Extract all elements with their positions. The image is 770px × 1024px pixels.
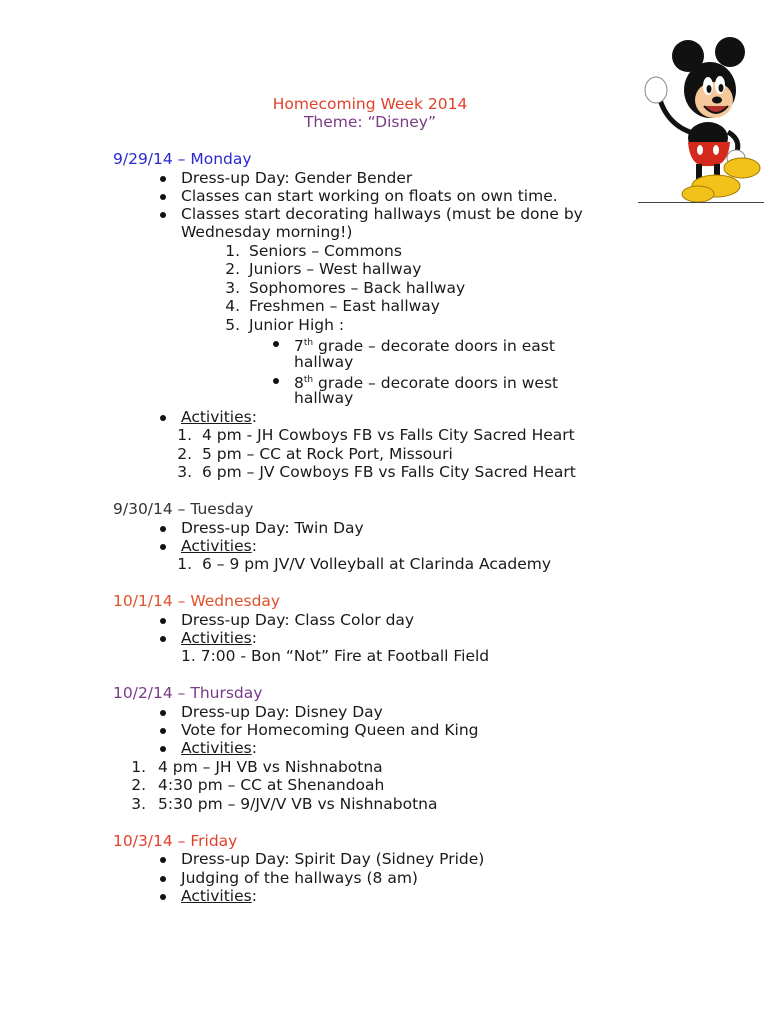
list-item-continuation: hallway (294, 389, 354, 407)
document-title: Homecoming Week 2014 (272, 95, 468, 113)
activity-text: 6 – 9 pm JV/V Volleyball at Clarinda Academy (202, 555, 552, 573)
list-item-text: Dress-up Day: Disney Day (181, 703, 383, 721)
hallway-text: Junior High : (249, 316, 345, 334)
list-item-text: Dress-up Day: Spirit Day (Sidney Pride) (181, 850, 485, 868)
activity-number: 3. (177, 463, 192, 481)
activities-label: Activities (181, 887, 252, 905)
hallway-text: Freshmen – East hallway (249, 297, 440, 315)
hallway-number: 3. (225, 279, 240, 297)
wednesday-heading: 10/1/14 – Wednesday (113, 592, 281, 610)
list-item-text: Judging of the hallways (8 am) (181, 869, 418, 887)
activity-text: 6 pm – JV Cowboys FB vs Falls City Sacred Heart (202, 463, 576, 481)
activity-number: 1. (131, 758, 146, 776)
hallway-text: Sophomores – Back hallway (249, 279, 466, 297)
activity-number: 3. (131, 795, 146, 813)
list-item-continuation: Wednesday morning!) (181, 223, 353, 241)
activity-text: 5 pm – CC at Rock Port, Missouri (202, 445, 453, 463)
hallway-text: Juniors – West hallway (249, 260, 422, 278)
activity-text: 4 pm – JH VB vs Nishnabotna (158, 758, 383, 776)
list-item-text: Dress-up Day: Class Color day (181, 611, 415, 629)
list-item-text: Classes start decorating hallways (must be done by (181, 205, 583, 223)
activities-label: Activities (181, 739, 252, 757)
activities-label: Activities (181, 537, 252, 555)
activity-text: 4 pm - JH Cowboys FB vs Falls City Sacred Heart (202, 426, 575, 444)
hallway-text: Seniors – Commons (249, 242, 402, 260)
list-item-text: Dress-up Day: Gender Bender (181, 169, 413, 187)
hallway-number: 2. (225, 260, 240, 278)
mickey-mouse-icon (638, 34, 766, 204)
activity-number: 2. (131, 776, 146, 794)
thursday-heading: 10/2/14 – Thursday (113, 684, 263, 702)
grade8-text: 8th grade – decorate doors in west (294, 374, 559, 393)
activity-text: 5:30 pm – 9/JV/V VB vs Nishnabotna (158, 795, 438, 813)
activities-label: Activities (181, 629, 252, 647)
activities-label: Activities (181, 408, 252, 426)
activity-number: 1. (177, 555, 192, 573)
theme-subtitle: Theme: “Disney” (303, 113, 437, 131)
list-item-text: Dress-up Day: Twin Day (181, 519, 364, 537)
list-item-text: Classes can start working on floats on own time. (181, 187, 558, 205)
activity-number: 1. (177, 426, 192, 444)
activity-text: 1. 7:00 - Bon “Not” Fire at Football Field (181, 647, 490, 665)
hallway-number: 1. (225, 242, 240, 260)
list-item-text: Vote for Homecoming Queen and King (181, 721, 479, 739)
activity-text: 4:30 pm – CC at Shenandoah (158, 776, 385, 794)
monday-heading: 9/29/14 – Monday (113, 150, 252, 168)
activity-number: 2. (177, 445, 192, 463)
friday-heading: 10/3/14 – Friday (113, 832, 238, 850)
grade7-text: 7th grade – decorate doors in east (294, 337, 555, 356)
list-item-continuation: hallway (294, 353, 354, 371)
divider-line (638, 202, 764, 203)
tuesday-heading: 9/30/14 – Tuesday (113, 500, 254, 518)
hallway-number: 4. (225, 297, 240, 315)
hallway-number: 5. (225, 316, 240, 334)
